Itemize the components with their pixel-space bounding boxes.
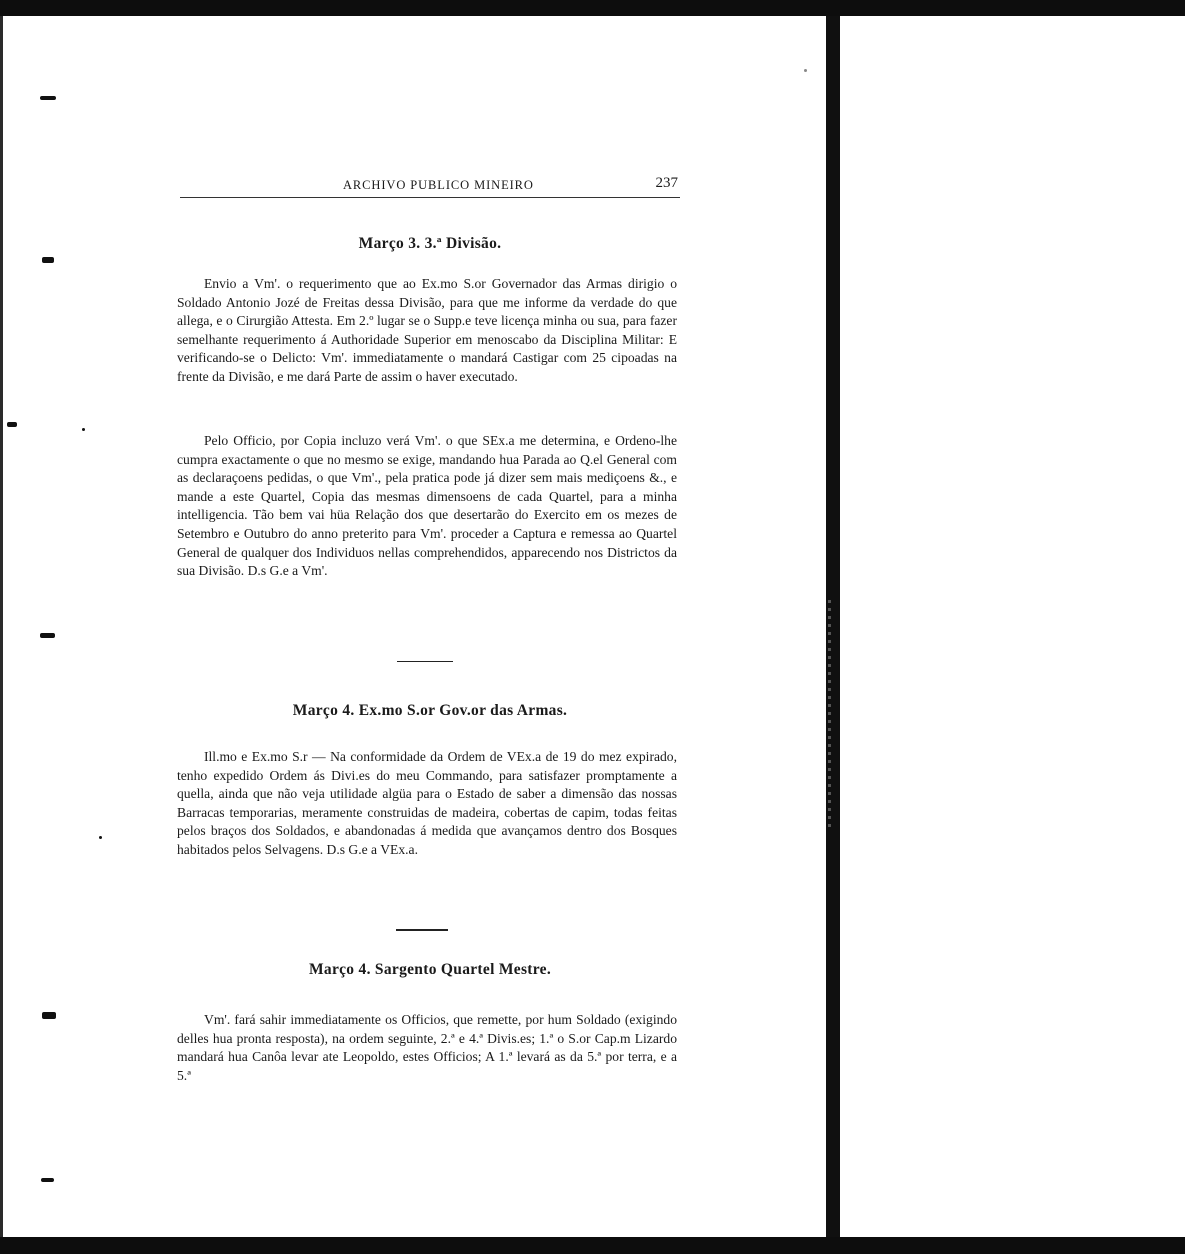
scan-speck [41,1178,54,1182]
scan-speck [7,422,17,427]
entry-paragraph: Ill.mo e Ex.mo S.r — Na conformidade da Ordem de VEx.a de 19 do mez expirado, tenho expedido Ordem ás Divi.es do meu Commando, para satisfazer promptamente a quella, ainda que não veja utilidade algüa para o Estado de saber a dimensão das nossas Barracas temporarias, meramente construidas de madeira, cobertas de capim, todas feitas pelos braços dos Soldados, e abandonadas á medida que avançamos dentro dos Bosques habitados pelos Selvagens. D.s G.e a VEx.a. [177,749,677,857]
page-number: 237 [655,175,678,191]
scan-border-left [0,16,3,1237]
entry-heading: Março 4. Ex.mo S.or Gov.or das Armas. [292,702,568,719]
scan-speck [804,69,807,72]
header-rule [180,197,680,198]
scan-speck [42,1012,56,1019]
entry-heading: Março 3. 3.ª Divisão. [358,235,502,252]
scan-border-bottom [0,1237,1185,1254]
entry-heading: Março 4. Sargento Quartel Mestre. [308,961,552,978]
section-separator [396,929,448,931]
scan-speck [40,633,55,638]
section-separator [397,661,453,662]
entry-paragraph: Pelo Officio, por Copia incluzo verá Vm'. o que SEx.a me determina, e Ordeno-lhe cumpra exactamente o que no mesmo se exige, mandando hua Parada ao Q.el General com as declaraçoens pedidas, o que Vm'., pela pratica pode já dizer sem mais mediçoens &., e mande a este Quartel, Copia das mesmas dimensoens de cada Quartel, para a minha intelligencia. Tão bem vai hüa Relação dos que desertarão do Exercito em os mezes de Setembro e Outubro do anno preterito para Vm'. proceder a Captura e remessa ao Quartel General de qualquer dos Individuos nellas comprehendidos, apparecendo nos Districtos da sua Divisão. D.s G.e a Vm'. [177,433,677,579]
facing-page-blank [840,16,1185,1237]
page-header [180,175,680,197]
entry-paragraph: Vm'. fará sahir immediatamente os Officios, que remette, por hum Soldado (exigindo delles hua pronta resposta), na ordem seguinte, 2.ª e 4.ª Divis.es; 1.ª o S.or Cap.m Lizardo mandará hua Canôa levar ate Leopoldo, estes Officios; A 1.ª levará as da 5.ª por terra, e a 5.ª [177,1012,677,1083]
scan-speck [82,428,85,431]
scan-speck [99,836,102,839]
spine-texture [828,600,831,830]
running-head: ARCHIVO PUBLICO MINEIRO [343,178,534,192]
scan-speck [40,96,56,100]
scan-speck [42,257,54,263]
scan-border-top [0,0,1185,16]
entry-paragraph: Envio a Vm'. o requerimento que ao Ex.mo S.or Governador das Armas dirigio o Soldado Antonio Jozé de Freitas dessa Divisão, para que me informe da verdade do que allega, e o Cirurgião Attesta. Em 2.º lugar se o Supp.e teve licença minha ou sua, para fazer semelhante requerimento á Authoridade Superior em menoscabo da Disciplina Militar: E verificando-se o Delicto: Vm'. immediatamente o mandará Castigar com 25 cipoadas na frente da Divisão, e me dará Parte de assim o haver executado. [177,276,677,384]
